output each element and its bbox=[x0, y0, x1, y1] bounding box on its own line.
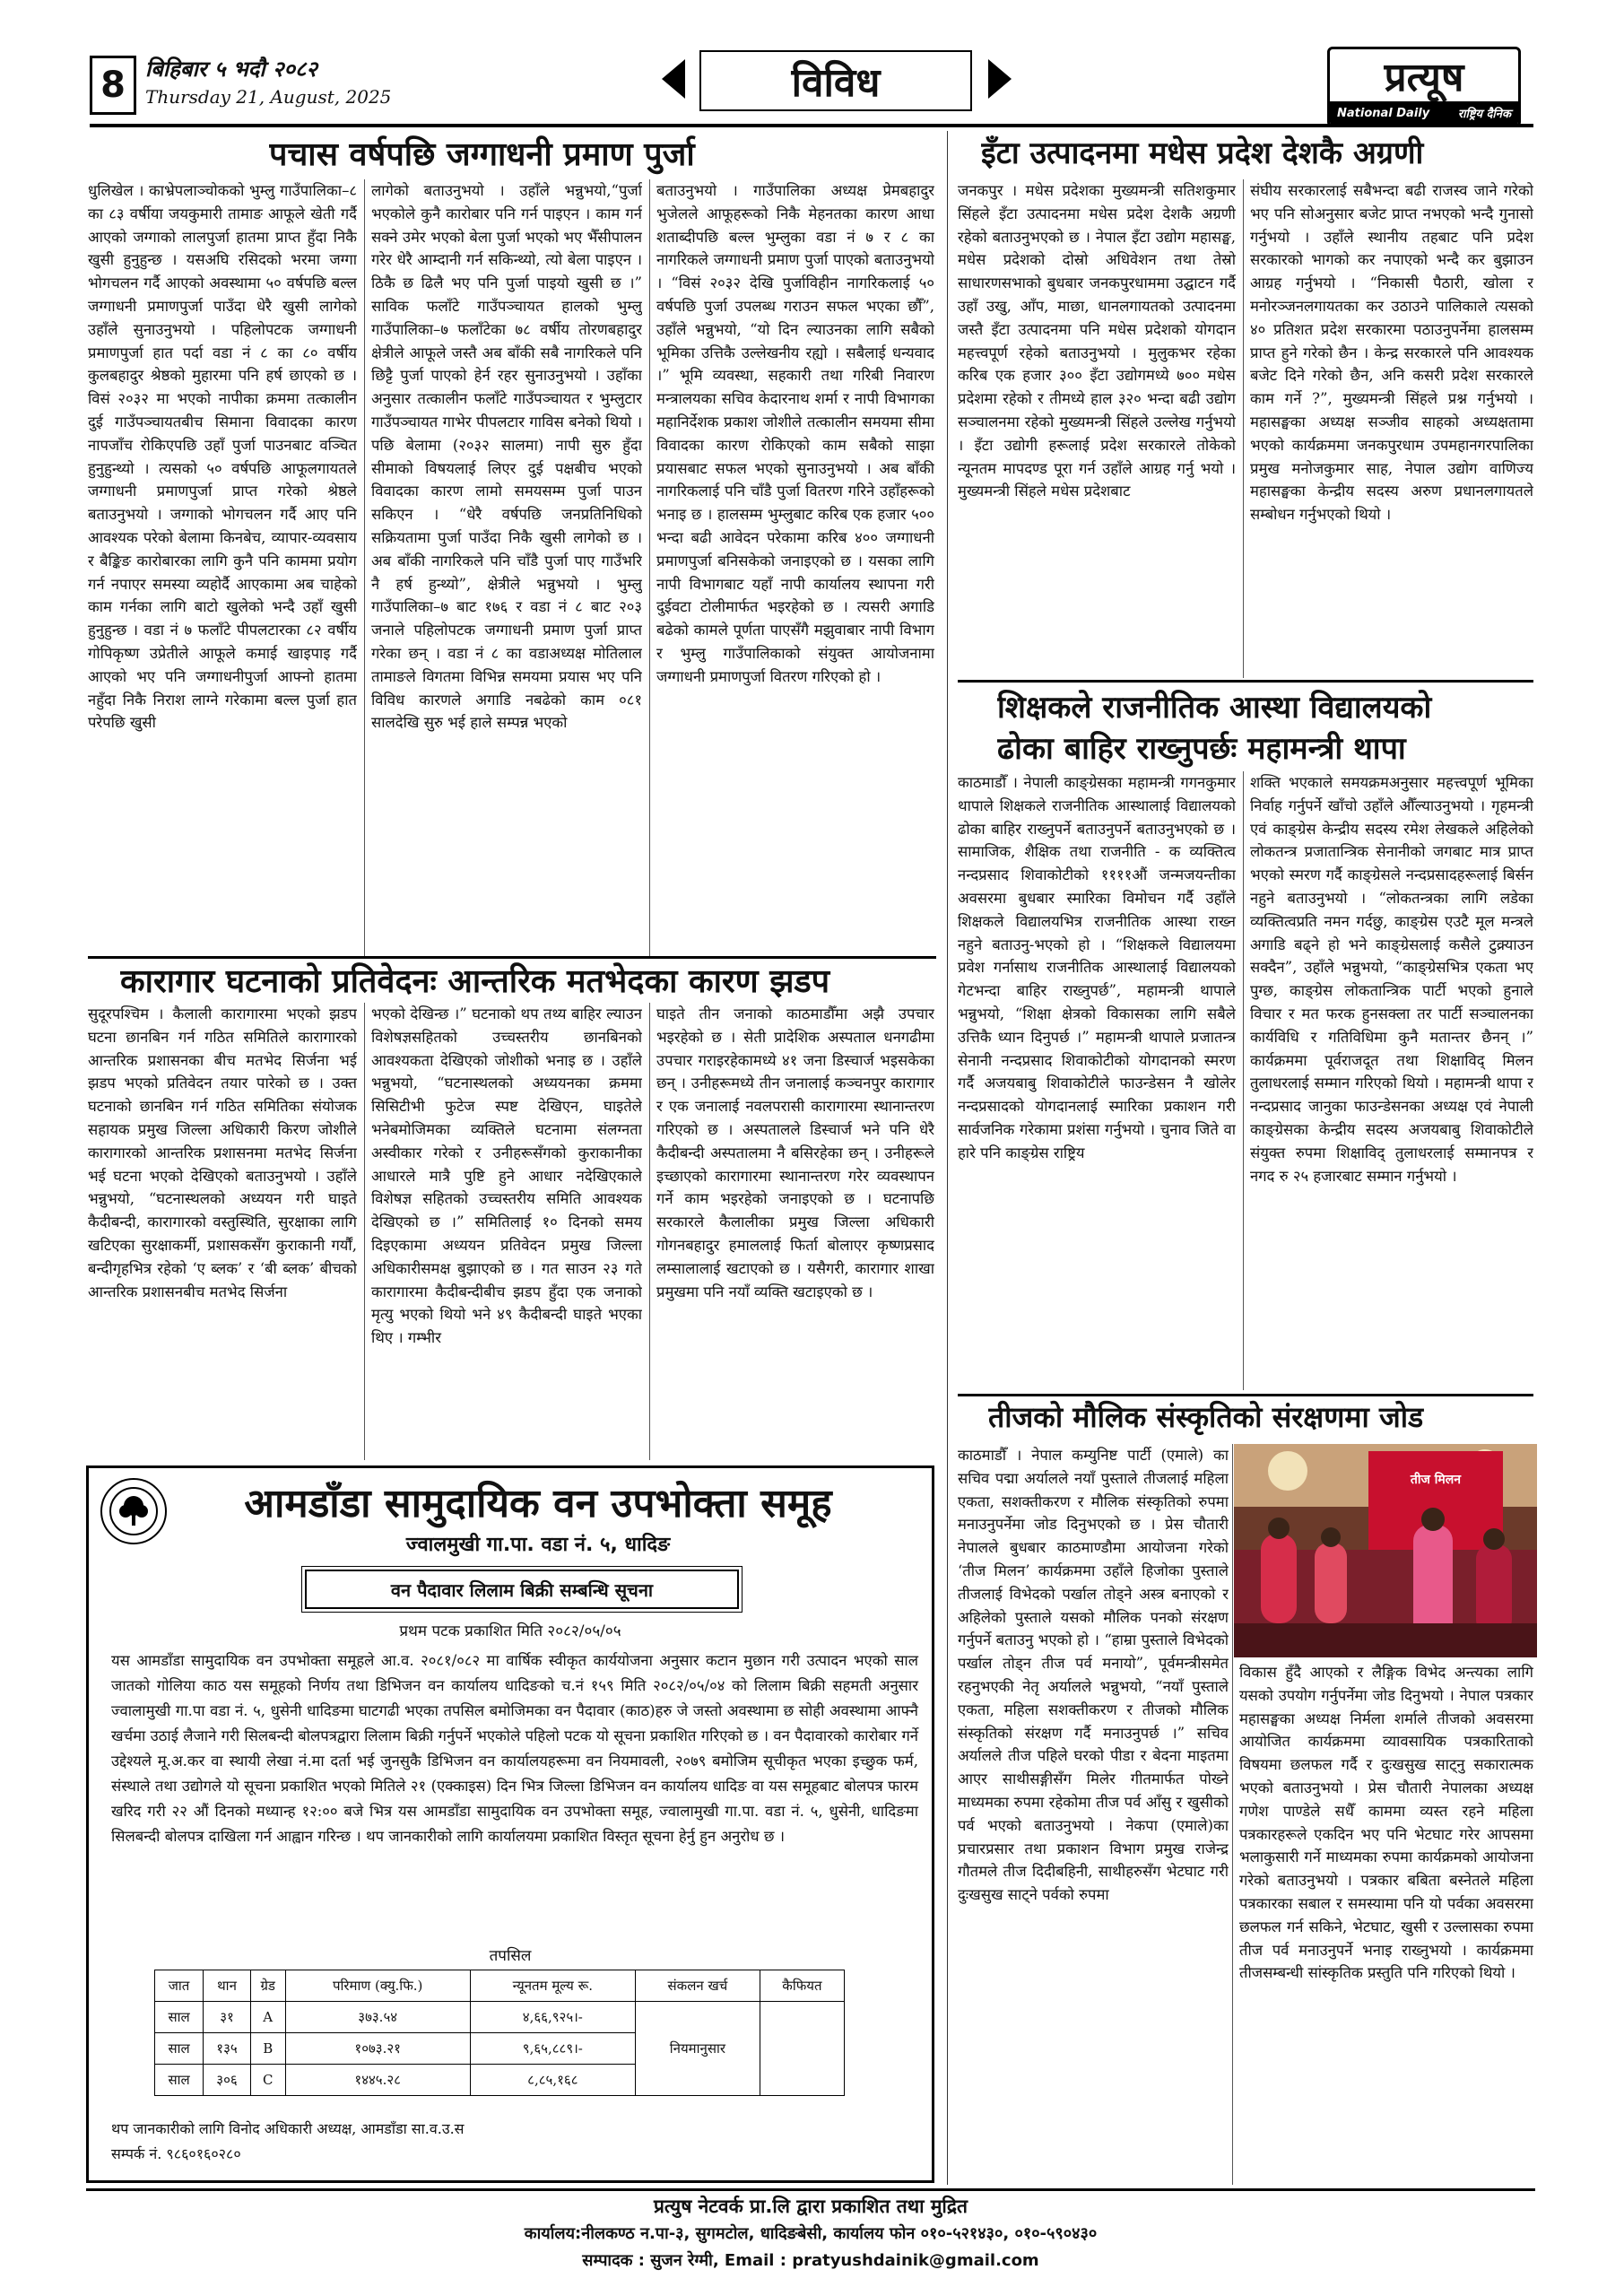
table-header-row bbox=[155, 1970, 845, 2002]
table-header: थान bbox=[204, 1970, 251, 2002]
article3-column-2: शक्ति भएकाले समयक्रमअनुसार महत्त्वपूर्ण भूमिका निर्वाह गर्नुपर्ने खाँचो उहाँले औँल्याउनुभयो । गृहमन्त्री एवं काङ्ग्रेस केन्द्रीय सदस्य रमेश लेखकले अहिलेको लोकतन्त्र प्रजातान्त्रिक सेनानीको जगबाट मात्र प्राप्त भएको स्मरण गर्दै काङ्ग्रेसले नन्दप्रसादहरूलाई बिर्सन नहुने बताउनुभयो । “लोकतन्त्रका लागि लडेका व्यक्तित्वप्रति नमन गर्दछु, काङ्ग्रेस एउटै मूल मन्त्रले अगाडि बढ्ने हो भने काङ्ग्रेसलाई कसैले टुक्र्याउन सक्दैन”, उहाँले भन्नुभयो, “काङ्ग्रेसभित्र एकता भए पुग्छ, काङ्ग्रेस लोकतान्त्रिक पार्टी भएको हुनाले विचार र मत फरक हुनसक्ला तर पार्टी सञ्चालनका कार्यविधि र गतिविधिमा कुनै मतान्तर छैनन् ।” कार्यक्रममा पूर्वराजदूत तथा शिक्षाविद् मिलन तुलाधरलाई सम्मान गरिएको थियो । महामन्त्री थापा र नन्दप्रसाद जानुका फाउन्डेसनका अध्यक्ष एवं नेपाली काङ्ग्रेसका केन्द्रीय सदस्य अजयबाबु शिवाकोटीले संयुक्त रुपमा शिक्षाविद् तुलाधरलाई सम्मानपत्र र नगद रु २५ हजारबाट सम्मान गर्नुभयो । bbox=[1250, 774, 1533, 1185]
article3-headline-line2: ढोका बाहिर राख्नुपर्छः महामन्त्री थापा bbox=[997, 731, 1406, 767]
column-divider bbox=[1232, 1444, 1233, 2185]
table-row bbox=[155, 2002, 845, 2033]
notice-contact-phone: सम्पर्क नं. ९८६०१६०२८० bbox=[111, 2145, 241, 2162]
article4-column-1: सुदूरपश्चिम । कैलाली कारागारमा भएको झडप घटना छानबिन गर्न गठित समितिले कारागारको आन्तरिक प्रशासनका बीच मतभेद सिर्जना भई झडप भएको प्रतिवेदन तयार पारेको छ । उक्त घटनाको छानबिन गर्न गठित समितिका संयोजक सहायक प्रमुख जिल्ला अधिकारी किरण जोशीले कारागारको आन्तरिक प्रशासनमा मतभेद सिर्जना भई घटना भएको देखिएको बताउनुभयो । उहाँले भन्नुभयो, “घटनास्थलको अध्ययन गरी घाइते कैदीबन्दी, कारागारको वस्तुस्थिति, सुरक्षाका लागि खटिएका सुरक्षाकर्मी, प्रशासकसँग कुराकानी गर्यौं, बन्दीगृहभित्र रहेको ‘ए ब्लक’ र ‘बी ब्लक’ बीचको आन्तरिक प्रशासनबीच मतभेद सिर्जना bbox=[88, 1005, 357, 1300]
section-rule bbox=[958, 1394, 1533, 1396]
page-number: 8 bbox=[90, 56, 136, 115]
article5-column-1: काठमाडौँ । नेपाल कम्युनिष्ट पार्टी (एमाले) का सचिव पद्मा अर्यालले नयाँ पुस्ताले तीजलाई महिला एकता, सशक्तीकरण र मौलिक संस्कृतिको रुपमा मनाउनुपर्नेमा जोड दिनुभएको छ । प्रेस चौतारी नेपालले बुधबार काठमाण्डौमा आयोजना गरेको ‘तीज मिलन’ कार्यक्रममा उहाँले हिजोका पुस्ताले तीजलाई विभेदको पर्खाल तोड्ने अस्त्र बनाएको र अहिलेको पुस्ताले यसको मौलिक पनको संरक्षण गर्नुपर्ने बताउनु भएको हो । “हाम्रा पुस्ताले विभेदको पर्खाल तोड्न तीज पर्व मनायो”, पूर्वमन्त्रीसमेत रहनुभएकी नेतृ अर्यालले भन्नुभयो, “नयाँ पुस्ताले एकता, महिला सशक्तीकरण र तीजको मौलिक संस्कृतिको संरक्षण गर्दै मनाउनुपर्छ ।” सचिव अर्यालले तीज पहिले घरको पीडा र बेदना माइतमा आएर साथीसङ्गीसँग मिलेर गीतमार्फत पोख्ने माध्यमका रुपमा रहेकोमा तीज पर्व आँसु र खुसीको पर्व भएको बताउनुभयो । नेकपा (एमाले)का प्रचारप्रसार तथा प्रकाशन विभाग प्रमुख राजेन्द्र गौतमले तीज दिदीबहिनी, साथीहरुसँग भेटघाट गरी दुःखसुख साट्ने पर्वको रुपमा bbox=[958, 1447, 1229, 1904]
table-cell: साल bbox=[155, 2033, 204, 2065]
table-header: परिमाण (क्यु.फि.) bbox=[285, 1970, 470, 2002]
table-cell: C bbox=[250, 2065, 285, 2096]
notice-title: आमडाँडा सामुदायिक वन उपभोक्ता समूह bbox=[244, 1481, 832, 1526]
teej-event-photo bbox=[1234, 1444, 1537, 1657]
table-cell: ३१ bbox=[204, 2002, 251, 2033]
column-divider bbox=[649, 1003, 650, 1460]
table-cell: १३५ bbox=[204, 2033, 251, 2065]
table-cell: १०७३.२१ bbox=[285, 2033, 470, 2065]
table-cell: साल bbox=[155, 2002, 204, 2033]
article5-column-2: विकास हुँदै आएको र लैङ्गिक विभेद अन्त्यका लागि यसको उपयोग गर्नुपर्नेमा जोड दिनुभयो । नेपाल पत्रकार महासङ्घका अध्यक्ष निर्मला शर्माले तीजको अवसरमा आयोजित कार्यक्रममा व्यावसायिक पत्रकारिताको विषयमा छलफल गर्दै र दुःखसुख साट्नु सकारात्मक भएको बताउनुभयो । प्रेस चौतारी नेपालका अध्यक्ष गणेश पाण्डेले सधैँ काममा व्यस्त रहने महिला पत्रकारहरूले एकदिन भए पनि भेटघाट गरेर आपसमा भलाकुसारी गर्ने माध्यमका रुपमा कार्यक्रमको आयोजना गरेको बताउनुभयो । पत्रकार बबिता बस्नेतले महिला पत्रकारका सबाल र समस्यामा पनि यो पर्वका अवसरमा छलफल गर्न सकिने, भेटघाट, खुसी र उल्लासका रुपमा तीज पर्व मनाउनुपर्ने भनाइ राख्नुभयो । कार्यक्रममा तीजसम्बन्धी सांस्कृतिक प्रस्तुति पनि गरिएको थियो । bbox=[1239, 1664, 1533, 1982]
article4-headline: कारागार घटनाको प्रतिवेदनः आन्तरिक मतभेदका कारण झडप bbox=[120, 963, 830, 1000]
newspaper-logo bbox=[1327, 47, 1521, 127]
date-english: Thursday 21, August, 2025 bbox=[145, 86, 392, 108]
article1-column-3: बताउनुभयो । गाउँपालिका अध्यक्ष प्रेमबहादुर भुजेलले आफूहरूको निकै मेहनतका कारण आधा शताब्दीपछि बल्ल भुम्लुका वडा नं ७ र ८ का नागरिकले जग्गाधनी प्रमाण पुर्जा पाएको बताउनुभयो । “विसं २०३२ देखि पुर्जाविहीन नागरिकलाई ५० वर्षपछि पुर्जा उपलब्ध गराउन सफल भएका छौँ”, उहाँले भन्नुभयो, “यो दिन ल्याउनका लागि सबैको भूमिका उत्तिकै उल्लेखनीय रह्यो । सबैलाई धन्यवाद ।” भूमि व्यवस्था, सहकारी तथा गरिबी निवारण मन्त्रालयका सचिव केदारनाथ शर्मा र नापी विभागका महानिर्देशक प्रकाश जोशीले तत्कालीन समयमा सीमा विवादका कारण रोकिएको काम सबैको साझा प्रयासबाट सफल भएको सुनाउनुभयो । अब बाँकी नागरिकलाई पनि चाँडै पुर्जा वितरण गरिने उहाँहरूको भनाइ छ । हालसम्म भुम्लुबाट करिब एक हजार ५०० भन्दा बढी आवेदन परेकामा करिब ४०० जग्गाधनी प्रमाणपुर्जा बनिसकेको जनाइएको छ । यसका लागि नापी विभागबाट यहाँ नापी कार्यालय स्थापना गरी दुईवटा टोलीमार्फत भइरहेको छ । त्यसरी अगाडि बढेको कामले पूर्णता पाएसँगै मझुवाबार नापी विभाग र भुम्लु गाउँपालिकाको संयुक्त आयोजनामा जग्गाधनी प्रमाणपुर्जा वितरण गरिएको हो । bbox=[656, 182, 934, 685]
article5-headline: तीजको मौलिक संस्कृतिको संरक्षणमा जोड bbox=[988, 1400, 1424, 1434]
footer-rule bbox=[86, 2188, 1535, 2191]
timber-table bbox=[154, 1970, 845, 2096]
footer-editor: सम्पादक : सुजन रेग्मी, Email : pratyushdainik@gmail.com bbox=[582, 2251, 1039, 2270]
tree-seal-icon bbox=[100, 1478, 167, 1544]
article4-column-3: घाइते तीन जनाको काठमाडौँमा अझै उपचार भइरहेको छ । सेती प्रादेशिक अस्पताल धनगढीमा उपचार गराइरहेकामध्ये ४१ जना डिस्चार्ज भइसकेका छन् । उनीहरूमध्ये तीन जनालाई कञ्चनपुर कारागार र एक जनालाई नवलपरासी कारागारमा स्थानान्तरण गरिएको छ । अस्पतालले डिस्चार्ज भने पनि धेरै कैदीबन्दी अस्पतालमा नै बसिरहेका छन् । उनीहरूले इच्छाएको कारागारमा स्थानान्तरण गरेर व्यवस्थापन गर्ने काम भइरहेको जनाइएको छ । घटनापछि सरकारले कैलालीका प्रमुख जिल्ला अधिकारी गोगनबहादुर हमाललाई फिर्ता बोलाएर कृष्णप्रसाद लम्सालालाई खटाएको छ । यसैगरी, कारागार शाखा प्रमुखमा पनि नयाँ व्यक्ति खटाइएको छ । bbox=[656, 1005, 934, 1300]
article1-column-2: लागेको बताउनुभयो । उहाँले भन्नुभयो,“पुर्जा भएकोले कुनै कारोबार पनि गर्न पाइएन । काम गर्न सक्ने उमेर भएको बेला पुर्जा भएको भए भैँसीपालन गरेर धेरै आम्दानी गर्न सकिन्थ्यो, त्यो बेला पाइएन । ठिकै छ ढिलै भए पनि पुर्जा पाइयो खुसी छ ।” साविक फलाँटे गाउँपञ्चायत हालको भुम्लु गाउँपालिका–७ फलाँटेका ७८ वर्षीय तोरणबहादुर क्षेत्रीले आफूले जस्तै अब बाँकी सबै नागरिकले पनि छिट्टै पुर्जा पाएको हेर्न रहर सुनाउनुभयो । उहाँका अनुसार तत्कालीन फलाँटे गाउँपञ्चायत र भुम्लुटार गाउँपञ्चायत गाभेर पीपलटार गाविस बनेको थियो । पछि बेलामा (२०३२ सालमा) नापी सुरु हुँदा सीमाको विषयलाई लिएर दुई पक्षबीच भएको विवादका कारण लामो समयसम्म पुर्जा पाउन सकिएन । “धेरै वर्षपछि जनप्रतिनिधिको सक्रियतामा पुर्जा पाउँदा निकै खुसी लागेको छ । अब बाँकी नागरिकले पनि चाँडै पुर्जा पाए गाउँभरि नै हर्ष हुन्थ्यो”, क्षेत्रीले भन्नुभयो । भुम्लु गाउँपालिका–७ बाट १७६ र वडा नं ८ बाट २०३ जनाले पहिलोपटक जग्गाधनी प्रमाण पुर्जा प्राप्त गरेका छन् । वडा नं ८ का वडाअध्यक्ष मोतिलाल तामाङले विगतमा विभिन्न समयमा प्रयास भए पनि विविध कारणले अगाडि नबढेको काम ०८१ सालदेखि सुरु भई हाले सम्पन्न भएको bbox=[371, 182, 642, 732]
table-cell: ३०६ bbox=[204, 2065, 251, 2096]
notice-body: यस आमडाँडा सामुदायिक वन उपभोक्ता समूहले आ.व. २०८१/०८२ मा वार्षिक स्वीकृत कार्ययोजना अनुसार कटान मुछान गरी उत्पादन भएको साल जातको गोलिया काठ यस समूहको निर्णय तथा डिभिजन वन कार्यालय धादिङको च.नं १५९ मिति २०८२/०५/०४ को लिलाम बिक्री सहमती अनुसार ज्वालामुखी गा.पा वडा नं. ५, धुसेनी धादिङमा घाटगढी भएका तपसिल बमोजिमका वन पैदावार (काठ)हरु जे जस्तो अवस्थामा छ सोही अवस्थामा आफ्नै खर्चमा उठाई लैजाने गरी सिलबन्दी बोलपत्रद्वारा लिलाम बिक्री गर्नुपर्ने भएकोले पहिलो पटक यो सूचना प्रकाशित गरिएको छ । वन पैदावारको कारोबार गर्ने उद्देश्यले मू.अ.कर वा स्थायी लेखा नं.मा दर्ता भई जुनसुकै डिभिजन वन कार्यालयहरूमा वन नियमावली, २०७९ बमोजिम सूचीकृत भएका इच्छुक फर्म, संस्थाले तथा उद्योगले यो सूचना प्रकाशित भएको मितिले २१ (एक्काइस) दिन भित्र जिल्ला डिभिजन वन कार्यालय धादिङ वा यस समूहबाट बोलपत्र फारम खरिद गरी २२ औं दिनको मध्यान्ह १२:०० बजे भित्र यस आमडाँडा सामुदायिक वन उपभोक्ता समूह, ज्वालामुखी गा.पा. वडा नं. ५, धुसेनी, धादिङमा सिलबन्दी बोलपत्र दाखिला गर्न आह्वान गरिन्छ । थप जानकारीको लागि कार्यालयमा प्रकाशित विस्तृत सूचना हेर्नु हुन अनुरोध छ । bbox=[111, 1652, 919, 1845]
article3-column-1: काठमाडौँ । नेपाली काङ्ग्रेसका महामन्त्री गगनकुमार थापाले शिक्षकले राजनीतिक आस्थालाई विद्यालयको ढोका बाहिर राख्नुपर्ने बताउनुपर्ने बताउनुभएको छ । सामाजिक, शैक्षिक तथा राजनीति - क व्यक्तित्व नन्दप्रसाद शिवाकोटीको ११११औं जन्मजयन्तीका अवसरमा बुधबार स्मारिका विमोचन गर्दै उहाँले शिक्षकले विद्यालयभित्र राजनीतिक आस्था राख्न नहुने बताउनु-भएको हो । “शिक्षकले विद्यालयमा प्रवेश गर्नासाथ राजनीतिक आस्थालाई विद्यालयको गेटभन्दा बाहिर राख्नुपर्छ”, महामन्त्री थापाले भन्नुभयो, “शिक्षा क्षेत्रको विकासका लागि सबैले उत्तिकै ध्यान दिनुपर्छ ।” महामन्त्री थापाले प्रजातन्त्र सेनानी नन्दप्रसाद शिवाकोटीको योगदानको स्मरण गर्दै अजयबाबु शिवाकोटीले फाउन्डेसन नै खोलेर नन्दप्रसादको योगदानलाई स्मारिका प्रकाशन गरी सार्वजनिक गरेकामा प्रशंसा गर्नुभयो । चुनाव जिते वा हारे पनि काङ्ग्रेस राष्ट्रिय bbox=[958, 774, 1236, 1161]
logo-title: प्रत्यूष bbox=[1384, 55, 1464, 100]
article4-column-2: भएको देखिन्छ ।” घटनाको थप तथ्य बाहिर ल्याउन विशेषज्ञसहितको उच्चस्तरीय छानबिनको आवश्यकता देखिएको जोशीको भनाइ छ । उहाँले भन्नुभयो, “घटनास्थलको अध्ययनका क्रममा सिसिटीभी फुटेज स्पष्ट देखिएन, घाइतेले भनेबमोजिमका व्यक्तिले घटनामा संलग्नता अस्वीकार गरेको र उनीहरूसँगको कुराकानीका आधारले मात्रै पुष्टि हुने आधार नदेखिएकाले विशेषज्ञ सहितको उच्चस्तरीय समिति आवश्यक देखिएको छ ।” समितिलाई १० दिनको समय दिइएकामा अध्ययन प्रतिवेदन प्रमुख जिल्ला अधिकारीसमक्ष बुझाएको छ । गत साउन २३ गते कारागारमा कैदीबन्दीबीच झडप हुँदा एक जनाको मृत्यु भएको थियो भने ४९ कैदीबन्दी घाइते भएका थिए । गम्भीर bbox=[371, 1005, 642, 1347]
article3-headline-line1: शिक्षकले राजनीतिक आस्था विद्यालयको bbox=[997, 690, 1432, 726]
column-divider bbox=[649, 179, 650, 956]
footer-address: कार्यालय:नीलकण्ठ न.पा-३, सुगमटोल, धादिङबेसी, कार्यालय फोन ०१०-५२१४३०, ०१०-५९०४३० bbox=[524, 2224, 1098, 2243]
logo-english: National Daily bbox=[1337, 106, 1430, 120]
article1-headline: पचास वर्षपछि जग्गाधनी प्रमाण पुर्जा bbox=[269, 136, 695, 173]
table-cell: ८,८५,१६८ bbox=[470, 2065, 635, 2096]
column-divider bbox=[1243, 179, 1244, 678]
article2-column-1: जनकपुर । मधेस प्रदेशका मुख्यमन्त्री सतिशकुमार सिंहले इँटा उत्पादनमा मधेस प्रदेश देशकै अग्रणी रहेको बताउनुभएको छ । नेपाल इँटा उद्योग महासङ्घ, मधेस प्रदेशको दोस्रो अधिवेशन तथा तेस्रो साधारणसभाको बुधबार जनकपुरधाममा उद्घाटन गर्दै उहाँ उखु, आँप, माछा, धानलगायतको उत्पादनमा जस्तै इँटा उत्पादनमा पनि मधेस प्रदेशको योगदान महत्त्वपूर्ण रहेको बताउनुभयो । मुलुकभर रहेका करिब एक हजार ३०० इँटा उद्योगमध्ये ७०० मधेस प्रदेशमा रहेको र तीमध्ये हाल ३२० भन्दा बढी उद्योग सञ्चालनमा रहेको मुख्यमन्त्री सिंहले उल्लेख गर्नुभयो । इँटा उद्योगी हरूलाई प्रदेश सरकारले तोकेको न्यूनतम मापदण्ड पूरा गर्न उहाँले आग्रह गर्नु भयो । मुख्यमन्त्री सिंहले मधेस प्रदेशबाट bbox=[958, 182, 1236, 500]
table-cell: ४,६६,९२५।- bbox=[470, 2002, 635, 2033]
table-cell: ९,६५,८८९।- bbox=[470, 2033, 635, 2065]
column-divider bbox=[1243, 771, 1244, 1390]
section-title: विविध bbox=[699, 50, 972, 111]
table-cell-empty bbox=[760, 2002, 844, 2096]
table-cell: ३७३.५४ bbox=[285, 2002, 470, 2033]
photo-banner-text: तीज मिलन bbox=[1410, 1473, 1462, 1487]
table-header: जात bbox=[155, 1970, 204, 2002]
header-rule bbox=[90, 124, 1533, 127]
table-cell: साल bbox=[155, 2065, 204, 2096]
article2-column-2: संघीय सरकारलाई सबैभन्दा बढी राजस्व जाने गरेको भए पनि सोअनुसार बजेट प्राप्त नभएको भन्दै गुनासो गर्नुभयो । उहाँले स्थानीय तहबाट पनि प्रदेश सरकारको भागको कर नपाएको भन्दै कर बुझाउन आग्रह गर्नुभयो । “निकासी पैठारी, खोला र मनोरञ्जनलगायतका कर उठाउने पालिकाले त्यसको ४० प्रतिशत प्रदेश सरकारमा पठाउनुपर्नेमा हालसम्म प्राप्त हुने गरेको छैन । केन्द्र सरकारले पनि आवश्यक बजेट दिने गरेको छैन, अनि कसरी प्रदेश सरकारले काम गर्ने ?”, मुख्यमन्त्री सिंहले प्रश्न गर्नुभयो । महासङ्घका अध्यक्ष सञ्जीव साहको अध्यक्षतामा भएको कार्यक्रममा जनकपुरधाम उपमहानगरपालिका प्रमुख मनोजकुमार साह, नेपाल उद्योग वाणिज्य महासङ्घका केन्द्रीय सदस्य अरुण प्रधानलगायतले सम्बोधन गर्नुभएको थियो । bbox=[1250, 182, 1533, 524]
page-divider bbox=[947, 131, 948, 2185]
notice-subtitle: ज्वालमुखी गा.पा. वडा नं. ५, धादिङ bbox=[405, 1534, 671, 1556]
table-cell: B bbox=[250, 2033, 285, 2065]
section-rule bbox=[958, 680, 1533, 683]
arrow-right-icon[interactable] bbox=[988, 59, 1012, 99]
table-header: न्यूनतम मूल्य रू. bbox=[470, 1970, 635, 2002]
date-nepali: बिहिबार ५ भदौ २०८२ bbox=[145, 56, 317, 82]
logo-nepali: राष्ट्रिय दैनिक bbox=[1457, 108, 1511, 121]
footer-publisher: प्रत्युष नेटवर्क प्रा.लि द्वारा प्रकाशित तथा मुद्रित bbox=[653, 2196, 968, 2217]
logo-band bbox=[1330, 101, 1518, 125]
table-header: ग्रेड bbox=[250, 1970, 285, 2002]
table-cell: १४४५.२८ bbox=[285, 2065, 470, 2096]
arrow-left-icon[interactable] bbox=[662, 59, 685, 99]
notice-table-title: तपसिल bbox=[489, 1947, 532, 1965]
notice-heading-box: वन पैदावार लिलाम बिक्री सम्बन्धि सूचना bbox=[305, 1570, 739, 1609]
article2-headline: इँटा उत्पादनमा मधेस प्रदेश देशकै अग्रणी bbox=[981, 135, 1424, 171]
table-header: कैफियत bbox=[760, 1970, 844, 2002]
notice-date: प्रथम पटक प्रकाशित मिति २०८२/०५/०५ bbox=[399, 1622, 621, 1640]
table-cell-merged: नियमानुसार bbox=[635, 2002, 760, 2096]
table-header: संकलन खर्च bbox=[635, 1970, 760, 2002]
table-cell: A bbox=[250, 2002, 285, 2033]
column-divider bbox=[364, 179, 365, 956]
column-divider bbox=[364, 1003, 365, 1460]
article1-column-1: धुलिखेल । काभ्रेपलाञ्चोकको भुम्लु गाउँपालिका–८ का ८३ वर्षीया जयकुमारी तामाङ आफूले खेती गर्दै आएको जग्गाको लालपुर्जा हातमा प्राप्त हुँदा निकै खुसी हुनुहुन्छ । यसअघि रसिदको भरमा जग्गा भोगचलन गर्दै आएको अवस्थामा ५० वर्षपछि बल्ल जग्गाधनी प्रमाणपुर्जा पाउँदा धेरै खुसी लागेको उहाँले सुनाउनुभयो । पहिलोपटक जग्गाधनी प्रमाणपुर्जा हात पर्दा वडा नं ८ का ८० वर्षीय कुलबहादुर श्रेष्ठको मुहारमा पनि हर्ष छाएको छ । विसं २०३२ मा भएको नापीका क्रममा तत्कालीन दुई गाउँपञ्चायतबीच सिमाना विवादका कारण नापजाँच रोकिएपछि उहाँ पुर्जा पाउनबाट वञ्चित हुनुहुन्थ्यो । त्यसको ५० वर्षपछि आफूलगायतले जग्गाधनी प्रमाणपुर्जा प्राप्त गरेको श्रेष्ठले बताउनुभयो । जग्गाको भोगचलन गर्दै आए पनि आवश्यक परेको बेलामा किनबेच, व्यापार-व्यवसाय र बैङ्किङ कारोबारका लागि कुनै पनि काममा प्रयोग गर्न नपाएर समस्या व्यहोर्दै आएकामा अब चाहेको काम गर्नका लागि बाटो खुलेको भन्दै उहाँ खुसी हुनुहुन्छ । वडा नं ७ फलाँटे पीपलटारका ८२ वर्षीय गोपिकृष्ण उप्रेतीले आफूले कमाई खाइपाइ गर्दै आएको भए पनि जग्गाधनीपुर्जा आफ्नो हातमा नहुँदा निकै निराश लाग्ने गरेकामा बल्ल पुर्जा हात परेपछि खुसी bbox=[88, 182, 357, 732]
notice-contact-person: थप जानकारीको लागि विनोद अधिकारी अध्यक्ष, आमडाँडा सा.व.उ.स bbox=[111, 2120, 465, 2137]
